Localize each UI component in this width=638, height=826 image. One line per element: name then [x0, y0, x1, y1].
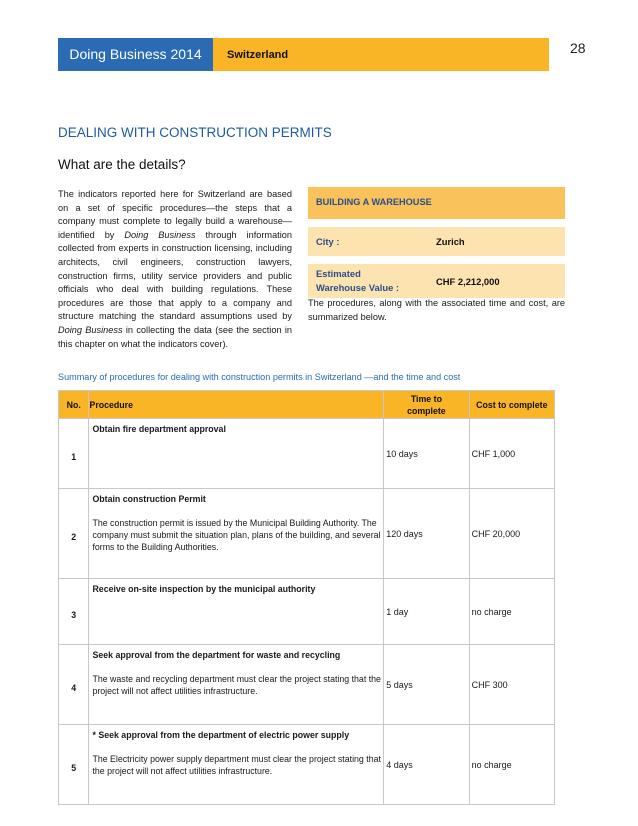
- row-time: 5 days: [384, 645, 469, 725]
- procedure-description: The waste and recycling department must clear the project stating that the project will not affect utilities infrastructure.: [92, 674, 381, 696]
- row-procedure: [89, 579, 384, 645]
- row-procedure: [89, 489, 384, 579]
- row-cost: CHF 1,000: [469, 419, 554, 489]
- procedures-table: [58, 390, 555, 805]
- section-title: DEALING WITH CONSTRUCTION PERMITS: [58, 125, 332, 140]
- row-cost: CHF 20,000: [469, 489, 554, 579]
- table-row: [59, 645, 555, 725]
- warehouse-note: The procedures, along with the associated time and cost, are summarized below.: [308, 298, 565, 322]
- table-row: [59, 725, 555, 805]
- row-time: 1 day: [384, 579, 469, 645]
- row-cost: no charge: [469, 725, 554, 805]
- procedure-description: The construction permit is issued by the Municipal Building Authority. The company must submit the situation plan, plans of the building, and several forms to the Building Authorities.: [92, 518, 381, 552]
- header-no: No.: [59, 391, 89, 419]
- procedure-title: * Seek approval from the department of electric power supply: [92, 730, 350, 740]
- procedure-title: Obtain fire department approval: [92, 424, 226, 434]
- warehouse-value-label: Estimated Warehouse Value :: [316, 268, 400, 293]
- procedure-title: Seek approval from the department for waste and recycling: [92, 650, 341, 660]
- row-time: 4 days: [384, 725, 469, 805]
- row-no: 2: [59, 489, 89, 579]
- procedure-description: The Electricity power supply department must clear the project stating that the project will not affect utilities infrastructure.: [92, 754, 381, 776]
- table-caption: Summary of procedures for dealing with construction permits in Switzerland —and the time and cost: [58, 372, 461, 382]
- report-title-banner: Doing Business 2014: [58, 38, 213, 71]
- row-cost: CHF 300: [469, 645, 554, 725]
- intro-paragraph: The indicators reported here for Switzerland are based on a set of specific procedures—the steps that a company must complete to legally build a warehouse—identified by Doing Business through information collected from experts in construction licensing, including architects, civil engineers, construction lawyers, construction firms, utility service providers and public officials who deal with building regulations. These procedures are those that apply to a company and structure matching the standard assumptions used by Doing Business in collecting the data (see the section in this chapter on what the indicators cover).: [58, 189, 292, 349]
- row-time: 10 days: [384, 419, 469, 489]
- row-time: 120 days: [384, 489, 469, 579]
- procedure-title: Obtain construction Permit: [92, 494, 206, 504]
- city-value: Zurich: [436, 236, 465, 247]
- warehouse-value-row: [308, 264, 565, 298]
- page-number: 28: [570, 40, 586, 56]
- procedure-title: Receive on-site inspection by the municipal authority: [92, 584, 316, 594]
- header-time: Time to complete: [384, 391, 469, 419]
- warehouse-city-row: [308, 227, 565, 256]
- warehouse-title: BUILDING A WAREHOUSE: [308, 187, 565, 219]
- table-header-row: [59, 391, 555, 419]
- row-no: 5: [59, 725, 89, 805]
- row-no: 4: [59, 645, 89, 725]
- header-cost: Cost to complete: [469, 391, 554, 419]
- row-no: 3: [59, 579, 89, 645]
- header-procedure: Procedure: [89, 391, 384, 419]
- table-row: [59, 579, 555, 645]
- country-banner: Switzerland: [213, 38, 549, 71]
- row-procedure: [89, 725, 384, 805]
- table-row: [59, 489, 555, 579]
- warehouse-box: [308, 187, 565, 298]
- row-procedure: [89, 645, 384, 725]
- city-label: City :: [316, 235, 340, 247]
- row-cost: no charge: [469, 579, 554, 645]
- row-procedure: [89, 419, 384, 489]
- section-subtitle: What are the details?: [58, 157, 186, 172]
- table-row: [59, 419, 555, 489]
- warehouse-value: CHF 2,212,000: [436, 275, 500, 287]
- row-no: 1: [59, 419, 89, 489]
